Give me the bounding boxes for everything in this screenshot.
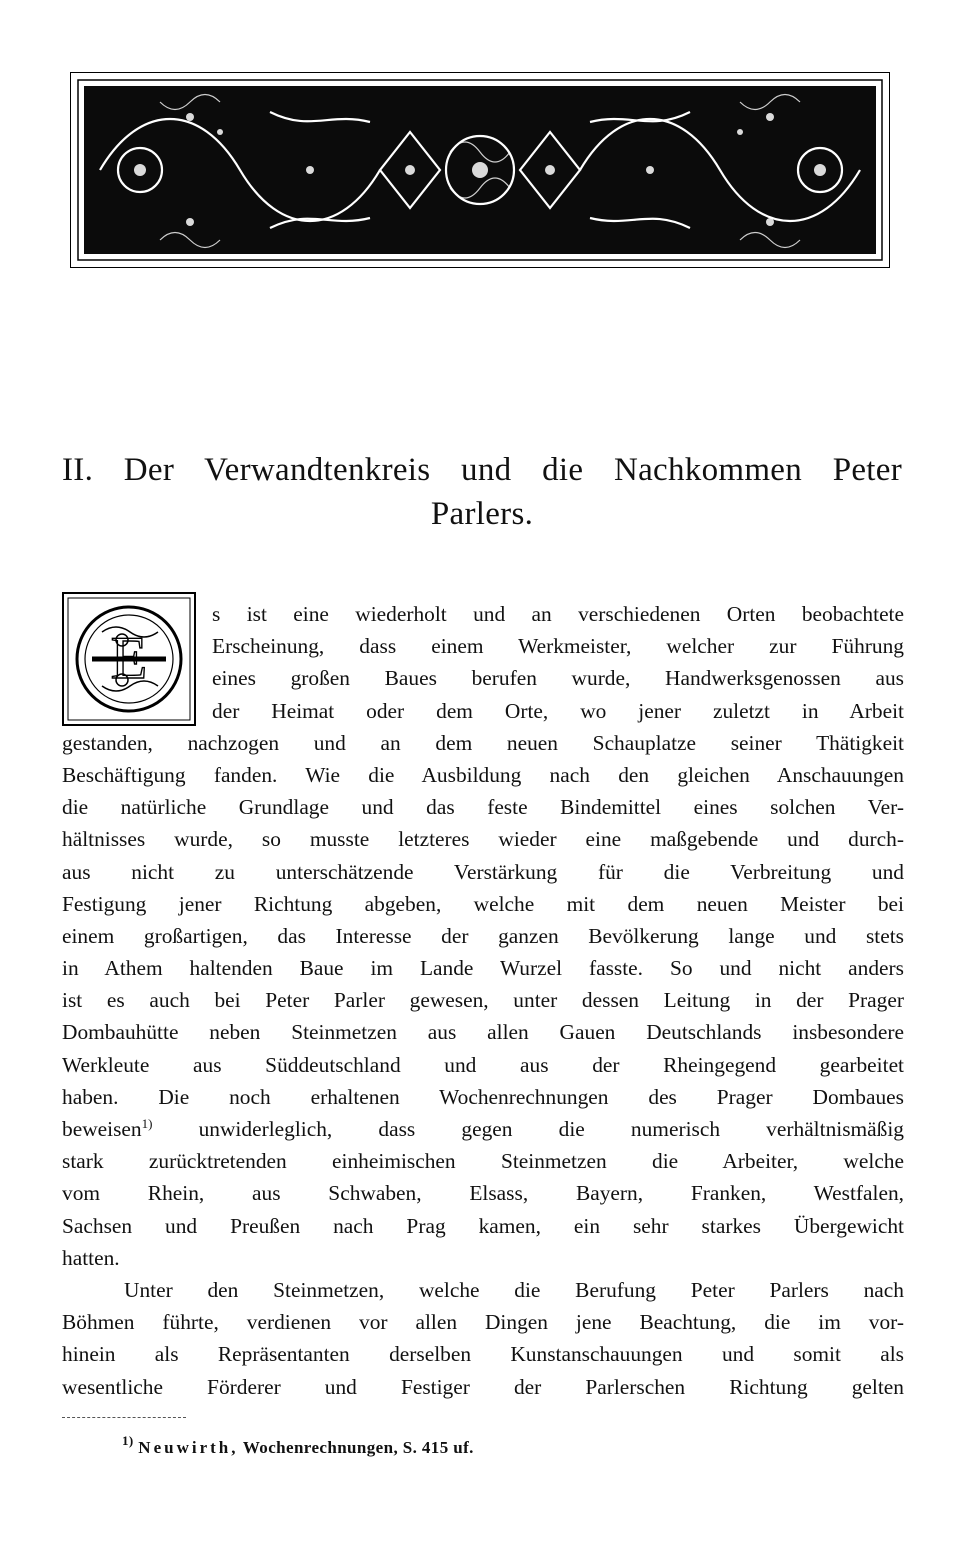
text-line: ist es auch bei Peter Parler gewesen, unter dessen Leitung in der Prager [62,988,904,1013]
text-line: stark zurücktretenden einheimischen Steinmetzen die Arbeiter, welche [62,1149,904,1174]
drop-cap-letter: E [110,625,148,691]
chapter-title-line-2: Parlers. [430,496,534,532]
text-line: eines großen Baues berufen wurde, Handwerksgenossen aus [212,666,904,691]
text-line: haben. Die noch erhaltenen Wochenrechnungen des Prager Dombaues [62,1084,904,1109]
chapter-title-line-1: II. Der Verwandtenkreis und die Nachkommen Peter [62,452,902,488]
footnote-reference[interactable]: 1) [141,1116,153,1131]
footnote-mark: 1) [122,1433,134,1448]
text-line: Festigung jener Richtung abgeben, welche mit dem neuen Meister bei [62,891,904,916]
text-fragment: beweisen [62,1117,142,1141]
text-fragment: unwiderleglich, dass gegen die numerisch verhältnismäßig [152,1117,904,1141]
text-line: die natürliche Grundlage und das feste Bindemittel eines solchen Ver- [62,795,904,820]
text-line: hältnisses wurde, so musste letzteres wieder eine maßgebende und durch- [62,827,904,852]
footnote-author: Neuwirth, [138,1438,239,1457]
text-line-with-footnote [62,1113,904,1145]
text-line: hatten. [62,1245,120,1270]
text-line: der Heimat oder dem Orte, wo jener zuletzt in Arbeit [212,698,904,723]
text-line: s ist eine wiederholt und an verschiedenen Orten beobachtete [212,602,904,626]
footnote-divider [62,1417,186,1418]
text-line: Dombauhütte neben Steinmetzen aus allen Gauen Deutschlands insbesondere [62,1020,904,1045]
text-line: Unter den Steinmetzen, welche die Berufung Peter Parlers nach [124,1277,904,1302]
text-line: wesentliche Förderer und Festiger der Parlerschen Richtung gelten [62,1374,904,1399]
text-line: Beschäftigung fanden. Wie die Ausbildung nach den gleichen Anschauungen [62,762,904,787]
text-line: vom Rhein, aus Schwaben, Elsass, Bayern, Franken, Westfalen, [62,1181,904,1206]
text-line: aus nicht zu unterschätzende Verstärkung für die Verbreitung und [62,859,904,884]
chapter-title [62,448,902,536]
text-line: Sachsen und Preußen nach Prag kamen, ein sehr starkes Übergewicht [62,1213,904,1238]
text-line: gestanden, nachzogen und an dem neuen Schauplatze seiner Thätigkeit [62,730,904,755]
text-line: Böhmen führte, verdienen vor allen Dingen jene Beachtung, die im vor- [62,1310,904,1335]
ornamental-arabesque-band-icon [70,72,890,268]
body-text [62,598,904,1403]
text-line: hinein als Repräsentanten derselben Kunstanschauungen und somit als [62,1342,904,1367]
footnote [122,1433,474,1458]
text-line: einem großartigen, das Interesse der ganzen Bevölkerung lange und stets [62,923,904,948]
text-line: in Athem haltenden Baue im Lande Wurzel fasste. So und nicht anders [62,956,904,981]
header-ornament [70,72,890,268]
text-line: Werkleute aus Süddeutschland und aus der Rheingegend gearbeitet [62,1052,904,1077]
footnote-text: Wochenrechnungen, S. 415 uf. [242,1438,474,1457]
text-line: Erscheinung, dass einem Werkmeister, welcher zur Führung [212,634,904,659]
